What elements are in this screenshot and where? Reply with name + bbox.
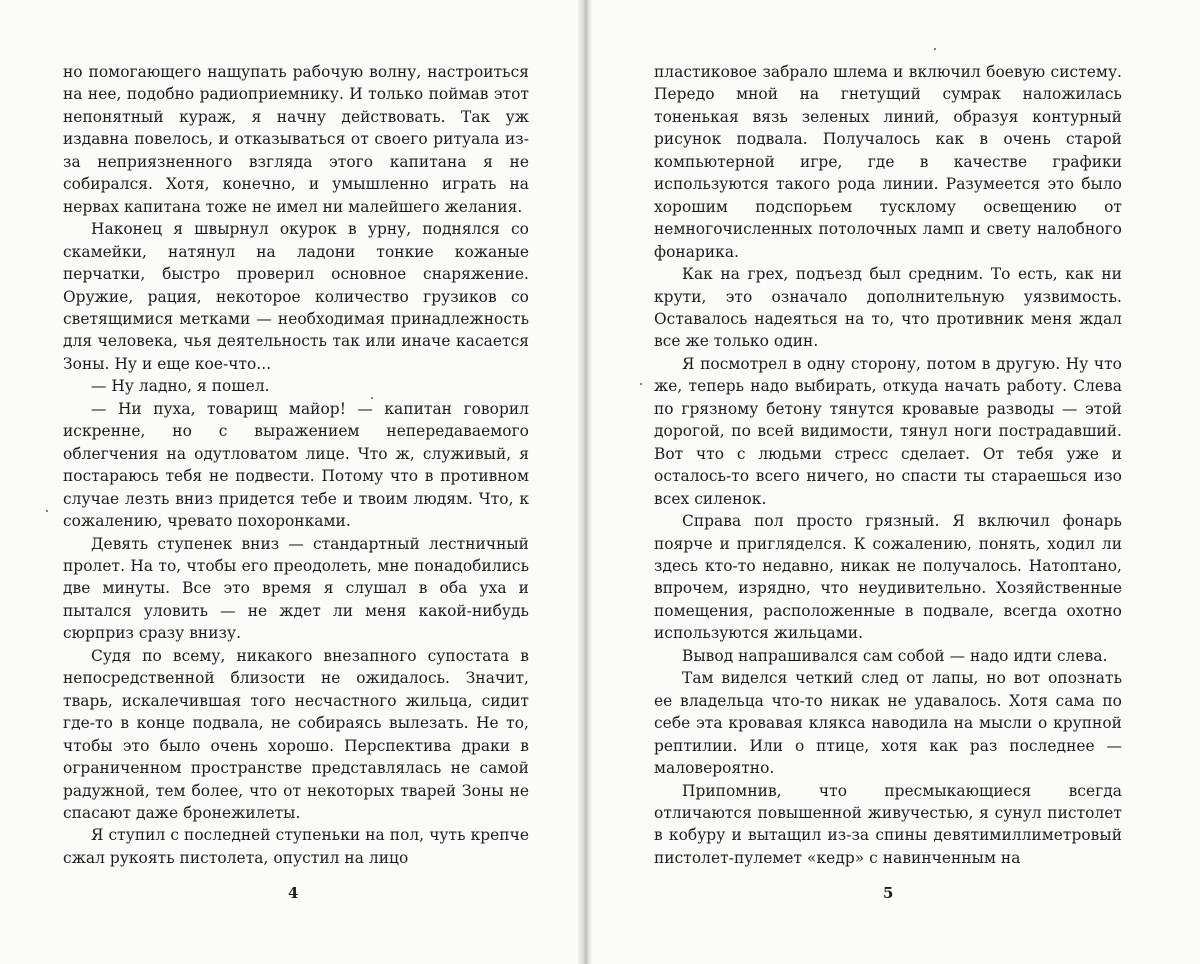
right-page xyxy=(592,0,1200,964)
paragraph: Девять ступенек вниз — стандартный лестничный пролет. На то, чтобы его преодолеть, мне понадобились две минуты. Все это время я слушал в оба уха и пытался уловить — не ждет ли меня какой-нибудь сюрприз сразу внизу. xyxy=(63,534,529,643)
page-number: 5 xyxy=(883,884,894,902)
paragraph: Судя по всему, никакого внезапного супостата в непосредственной близости не ожидалось. Значит, тварь, искалечившая того несчастного жильца, сидит где-то в конце подвала, не собираясь вылезать. Не то, чтобы это было очень хорошо. Перспектива драки в ограниченном пространстве представлялась не самой радужной, тем более, что от некоторых тварей Зоны не спасают даже бронежилеты. xyxy=(63,646,529,822)
print-speck xyxy=(371,397,373,399)
paragraph: Наконец я швырнул окурок в урну, поднялся со скамейки, натянул на ладони тонкие кожаные перчатки, быстро проверил основное снаряжение. Оружие, рация, некоторое количество грузиков со светящимися метками — необходимая принадлежность для человека, чья деятельность так или иначе касается Зоны. Ну и еще кое-что... xyxy=(63,220,529,373)
print-speck xyxy=(46,510,48,512)
paragraph: Справа пол просто грязный. Я включил фонарь поярче и пригляделся. К сожалению, понять, ходил ли здесь кто-то недавно, никак не получалось. Натоптано, впрочем, изрядно, что неудивительно. Хозяйственные помещения, расположенные в подвале, всегда охотно используются жильцами. xyxy=(654,512,1122,643)
paragraph: Там виделся четкий след от лапы, но вот опознать ее владельца что-то никак не удавалось. Хотя сама по себе эта кровавая клякса наводила на мысли о крупной рептилии. Или о птице, хотя как раз последнее — маловероятно. xyxy=(654,669,1122,778)
page-number: 4 xyxy=(288,884,299,902)
paragraph: Припомнив, что пресмыкающиеся всегда отличаются повышенной живучестью, я сунул пистолет в кобуру и вытащил из-за спины девятимиллиметровый пистолет-пулемет «кедр» с навинченным на xyxy=(654,781,1122,867)
paragraph: — Ну ладно, я пошел. xyxy=(91,377,270,396)
left-page-text xyxy=(63,61,529,869)
left-page xyxy=(0,0,578,964)
print-speck xyxy=(640,383,642,385)
paragraph: но помогающего нащупать рабочую волну, настроиться на нее, подобно радиоприемнику. И только поймав этот непонятный кураж, я начну действовать. Так уж издавна повелось, и отказываться от своего ритуала из-за неприязненного взгляда этого капитана я не собирался. Хотя, конечно, и умышленно играть на нервах капитана тоже не имел ни малейшего желания. xyxy=(63,63,529,216)
paragraph: Как на грех, подъезд был средним. То есть, как ни крути, это означало дополнительную уязвимость. Оставалось надеяться на то, что противник меня ждал все же только один. xyxy=(654,265,1122,351)
paragraph: Вывод напрашивался сам собой — надо идти слева. xyxy=(682,646,1108,665)
book-gutter xyxy=(578,0,592,964)
paragraph: Я посмотрел в одну сторону, потом в другую. Ну что же, теперь надо выбирать, откуда начать работу. Слева по грязному бетону тянутся кровавые разводы — этой дорогой, по всей видимости, тянул ноги пострадавший. Вот что с людьми стресс сделает. От тебя уже и осталось-то всего ничего, но спасти ты стараешься изо всех силенок. xyxy=(654,354,1122,508)
paragraph: пластиковое забрало шлема и включил боевую систему. Передо мной на гнетущий сумрак наложилась тоненькая вязь зеленых линий, образуя контурный рисунок подвала. Получалось как в очень старой компьютерной игре, где в качестве графики используются такого рода линии. Разумеется это было хорошим подспорьем тусклому освещению от немногочисленных потолочных ламп и свету налобного фонарика. xyxy=(654,63,1122,261)
print-speck xyxy=(934,48,936,50)
paragraph: Я ступил с последней ступеньки на пол, чуть крепче сжал рукоять пистолета, опустил на лицо xyxy=(63,826,529,867)
paragraph: — Ни пуха, товарищ майор! — капитан говорил искренне, но с выражением непередаваемого облегчения на одутловатом лице. Что ж, служивый, я постараюсь тебя не подвести. Потому что в противном случае лезть вниз придется тебе и твоим людям. Что, к сожалению, чревато похоронками. xyxy=(63,399,529,531)
right-page-text xyxy=(654,61,1122,869)
